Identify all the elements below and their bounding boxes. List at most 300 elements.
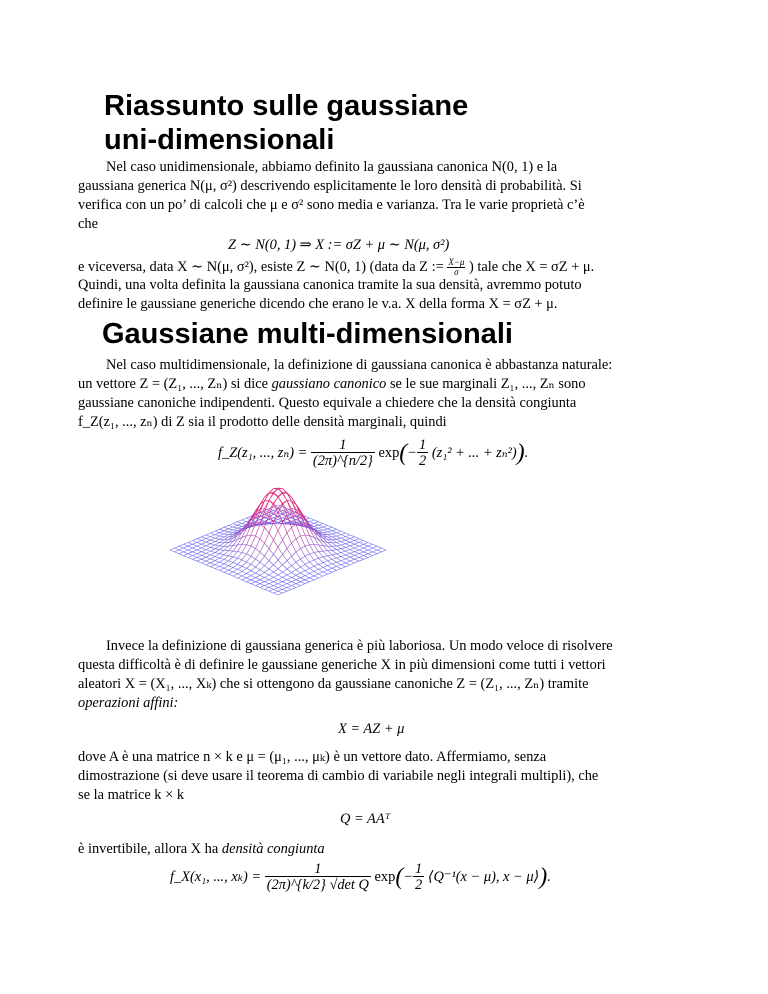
surface-grid-line bbox=[278, 582, 283, 584]
surface-grid-line bbox=[269, 580, 274, 582]
surface-grid-line bbox=[278, 580, 283, 582]
surface-grid-line bbox=[368, 556, 373, 558]
surface-grid-line bbox=[292, 543, 297, 552]
equation-covariance: Q = AAᵀ bbox=[340, 811, 391, 827]
surface-grid-line bbox=[184, 552, 189, 554]
surface-grid-line bbox=[256, 567, 261, 570]
surface-grid-line bbox=[301, 549, 306, 557]
surface-grid-line bbox=[238, 522, 243, 524]
surface-grid-line bbox=[193, 544, 198, 546]
surface-grid-line bbox=[224, 551, 229, 555]
surface-grid-line bbox=[301, 564, 306, 567]
surface-grid-line bbox=[305, 535, 310, 536]
surface-grid-line bbox=[233, 530, 238, 531]
surface-grid-line bbox=[184, 543, 189, 545]
z-frac-num: X−μ bbox=[448, 257, 465, 268]
surface-grid-line bbox=[346, 547, 351, 549]
surface-grid-line bbox=[274, 584, 279, 586]
surface-grid-line bbox=[278, 577, 283, 579]
surface-grid-line bbox=[355, 559, 360, 561]
surface-grid-line bbox=[247, 564, 252, 568]
surface-grid-line bbox=[337, 538, 342, 539]
surface-grid-line bbox=[197, 559, 202, 561]
surface-grid-line bbox=[359, 544, 364, 546]
surface-grid-line bbox=[355, 544, 360, 546]
p1-line2 bbox=[78, 375, 586, 394]
surface-grid-line bbox=[328, 568, 333, 570]
surface-grid-line bbox=[355, 548, 360, 550]
surface-grid-line bbox=[292, 586, 297, 588]
equation-affine: X = AZ + μ bbox=[338, 721, 405, 737]
surface-grid-line bbox=[247, 545, 252, 546]
surface-grid-line bbox=[332, 527, 337, 529]
surface-grid-line bbox=[332, 568, 337, 570]
surface-grid-line bbox=[215, 533, 220, 535]
surface-grid-line bbox=[323, 529, 328, 530]
surface-grid-line bbox=[242, 571, 247, 573]
surface-grid-line bbox=[211, 537, 216, 539]
surface-grid-line bbox=[314, 553, 319, 559]
surface-grid-line bbox=[265, 589, 270, 591]
surface-grid-line bbox=[364, 556, 369, 558]
surface-grid-line bbox=[260, 501, 265, 510]
surface-grid-line bbox=[242, 545, 247, 553]
surface-grid-line bbox=[256, 575, 261, 577]
surface-grid-line bbox=[337, 536, 342, 538]
surface-grid-line bbox=[283, 580, 288, 582]
surface-grid-line bbox=[193, 546, 198, 548]
surface-grid-line bbox=[233, 563, 238, 565]
surface-grid-line bbox=[188, 546, 193, 548]
surface-grid-line bbox=[229, 563, 234, 566]
surface-grid-line bbox=[328, 556, 333, 560]
surface-grid-line bbox=[202, 542, 207, 544]
surface-grid-line bbox=[238, 569, 243, 571]
surface-grid-line bbox=[269, 582, 274, 584]
surface-grid-line bbox=[265, 584, 270, 586]
surface-grid-line bbox=[346, 539, 351, 541]
surface-grid-line bbox=[229, 561, 234, 563]
surface-grid-line bbox=[368, 550, 373, 552]
surface-grid-line bbox=[202, 541, 207, 543]
surface-grid-line bbox=[332, 539, 337, 540]
surface-grid-line bbox=[350, 537, 355, 539]
surface-grid-line bbox=[346, 551, 351, 553]
surface-grid-line bbox=[287, 575, 292, 578]
surface-grid-line bbox=[310, 554, 315, 560]
surface-grid-line bbox=[229, 524, 234, 526]
surface-grid-line bbox=[332, 540, 337, 543]
surface-grid-line bbox=[332, 529, 337, 531]
surface-grid-line bbox=[202, 550, 207, 552]
surface-grid-line bbox=[310, 576, 315, 578]
surface-grid-line bbox=[278, 591, 283, 593]
surface-grid-line bbox=[247, 576, 252, 578]
surface-grid-line bbox=[238, 520, 243, 522]
surface-grid-line bbox=[260, 539, 265, 543]
surface-grid-line bbox=[296, 549, 301, 553]
surface-grid-line bbox=[202, 553, 207, 555]
surface-grid-line bbox=[233, 557, 238, 558]
surface-grid-line bbox=[278, 569, 283, 572]
surface-grid-line bbox=[314, 560, 319, 564]
surface-grid-line bbox=[274, 492, 279, 496]
surface-grid-line bbox=[197, 557, 202, 559]
surface-grid-line bbox=[215, 542, 220, 543]
surface-grid-line bbox=[355, 542, 360, 544]
surface-grid-line bbox=[220, 550, 225, 553]
surface-grid-line bbox=[260, 588, 265, 590]
surface-grid-line bbox=[332, 543, 337, 546]
surface-grid-line bbox=[373, 554, 378, 556]
surface-grid-line bbox=[238, 564, 243, 566]
surface-grid-line bbox=[269, 569, 274, 572]
surface-grid-line bbox=[278, 496, 283, 504]
surface-grid-line bbox=[269, 588, 274, 590]
surface-grid-line bbox=[206, 559, 211, 561]
surface-grid-line bbox=[215, 538, 220, 539]
surface-grid-line bbox=[283, 589, 288, 591]
surface-grid-line bbox=[382, 548, 387, 550]
surface-grid-line bbox=[220, 559, 225, 562]
surface-grid-line bbox=[260, 556, 265, 562]
surface-grid-line bbox=[202, 546, 207, 548]
surface-grid-line bbox=[319, 568, 324, 570]
surface-grid-line bbox=[256, 580, 261, 582]
surface-grid-line bbox=[224, 527, 229, 529]
surface-grid-line bbox=[251, 564, 256, 567]
surface-grid-line bbox=[229, 525, 234, 527]
surface-grid-line bbox=[260, 566, 265, 570]
surface-grid-line bbox=[179, 544, 184, 546]
surface-grid-line bbox=[337, 539, 342, 541]
surface-grid-line bbox=[256, 570, 261, 573]
surface-grid-line bbox=[287, 556, 292, 560]
surface-grid-line bbox=[278, 560, 283, 565]
surface-grid-line bbox=[323, 551, 328, 556]
surface-grid-line bbox=[310, 568, 315, 571]
surface-grid-line bbox=[206, 553, 211, 555]
p1-line2-emphasis: gaussiano canonico bbox=[271, 376, 387, 392]
surface-grid-line bbox=[265, 493, 270, 501]
surface-grid-line bbox=[179, 554, 184, 556]
surface-grid-line bbox=[292, 588, 297, 590]
surface-grid-line bbox=[274, 540, 279, 547]
surface-grid-line bbox=[301, 578, 306, 580]
surface-grid-line bbox=[301, 576, 306, 578]
surface-grid-line bbox=[296, 552, 301, 559]
surface-grid-line bbox=[323, 524, 328, 526]
surface-grid-line bbox=[193, 550, 198, 552]
surface-grid-line bbox=[269, 549, 274, 555]
surface-grid-line bbox=[301, 573, 306, 576]
surface-grid-line bbox=[220, 546, 225, 549]
surface-grid-line bbox=[355, 555, 360, 557]
surface-grid-line bbox=[341, 531, 346, 533]
surface-grid-line bbox=[193, 556, 198, 558]
surface-grid-line bbox=[346, 557, 351, 559]
surface-grid-line bbox=[206, 563, 211, 565]
surface-grid-line bbox=[265, 588, 270, 590]
surface-grid-line bbox=[247, 516, 252, 518]
surface-grid-line bbox=[251, 549, 256, 557]
surface-grid-line bbox=[202, 535, 207, 537]
surface-grid-line bbox=[341, 540, 346, 541]
surface-grid-line bbox=[256, 578, 261, 580]
surface-grid-line bbox=[305, 580, 310, 582]
surface-grid-line bbox=[215, 531, 220, 533]
surface-grid-line bbox=[341, 555, 346, 557]
surface-grid-line bbox=[368, 546, 373, 548]
surface-grid-line bbox=[337, 546, 342, 549]
surface-grid-line bbox=[296, 580, 301, 582]
surface-grid-line bbox=[332, 533, 337, 534]
surface-grid-line bbox=[346, 561, 351, 563]
surface-grid-line bbox=[247, 571, 252, 574]
surface-grid-line bbox=[256, 552, 261, 559]
surface-grid-line bbox=[247, 574, 252, 576]
surface-grid-line bbox=[328, 531, 333, 532]
surface-grid-line bbox=[256, 586, 261, 588]
surface-grid-line bbox=[260, 584, 265, 586]
surface-grid-line bbox=[193, 552, 198, 554]
surface-grid-line bbox=[238, 545, 243, 552]
eq4-body: ⟨Q⁻¹(x − μ), x − μ⟩ bbox=[427, 868, 540, 885]
surface-grid-line bbox=[260, 575, 265, 577]
surface-grid-line bbox=[251, 535, 256, 536]
surface-grid-line bbox=[260, 578, 265, 580]
intro-line4: che bbox=[78, 216, 98, 232]
surface-grid-line bbox=[292, 539, 297, 543]
surface-grid-line bbox=[274, 591, 279, 593]
surface-grid-line bbox=[224, 525, 229, 527]
surface-grid-line bbox=[256, 562, 261, 567]
surface-grid-line bbox=[206, 546, 211, 548]
surface-grid-line bbox=[337, 569, 342, 571]
surface-grid-line bbox=[305, 576, 310, 578]
surface-grid-line bbox=[278, 547, 283, 554]
surface-grid-line bbox=[332, 531, 337, 533]
p4-line1-emphasis: densità congiunta bbox=[221, 841, 325, 857]
surface-grid-line bbox=[278, 492, 283, 496]
surface-grid-line bbox=[341, 563, 346, 565]
surface-grid-line bbox=[355, 539, 360, 541]
surface-grid-line bbox=[283, 565, 288, 569]
surface-grid-line bbox=[202, 537, 207, 539]
surface-grid-line bbox=[233, 564, 238, 567]
surface-grid-line bbox=[179, 552, 184, 554]
surface-grid-line bbox=[319, 545, 324, 551]
surface-grid-line bbox=[355, 550, 360, 552]
surface-grid-line bbox=[193, 548, 198, 550]
surface-grid-line bbox=[206, 539, 211, 541]
surface-grid-line bbox=[229, 572, 234, 574]
surface-grid-line bbox=[355, 557, 360, 559]
after-line1-b: ) tale che X = σZ + μ. bbox=[469, 259, 595, 275]
surface-grid-line bbox=[323, 527, 328, 529]
surface-grid-line bbox=[260, 516, 265, 517]
surface-grid-line bbox=[224, 559, 229, 561]
p4-line1 bbox=[78, 840, 325, 859]
surface-grid-line bbox=[242, 553, 247, 555]
surface-grid-line bbox=[287, 586, 292, 588]
surface-grid-line bbox=[341, 533, 346, 535]
surface-grid-line bbox=[274, 588, 279, 590]
surface-grid-line bbox=[350, 552, 355, 554]
surface-grid-line bbox=[319, 564, 324, 567]
surface-grid-line bbox=[211, 549, 216, 551]
surface-grid-line bbox=[305, 582, 310, 584]
surface-grid-line bbox=[278, 572, 283, 575]
surface-grid-line bbox=[175, 546, 180, 548]
surface-grid-line bbox=[233, 522, 238, 524]
surface-grid-line bbox=[283, 561, 288, 565]
surface-grid-line bbox=[283, 533, 288, 540]
eq4-half-den: 2 bbox=[415, 877, 423, 893]
surface-grid-line bbox=[373, 544, 378, 546]
surface-grid-line bbox=[247, 546, 252, 554]
surface-grid-line bbox=[368, 543, 373, 545]
surface-grid-line bbox=[224, 570, 229, 572]
surface-grid-line bbox=[233, 572, 238, 574]
surface-grid-line bbox=[359, 559, 364, 561]
surface-grid-line bbox=[170, 550, 175, 552]
surface-grid-line bbox=[314, 566, 319, 569]
surface-grid-line bbox=[310, 560, 315, 562]
surface-grid-line bbox=[274, 569, 279, 572]
surface-grid-line bbox=[202, 539, 207, 541]
surface-grid-line bbox=[193, 554, 198, 556]
surface-grid-line bbox=[238, 571, 243, 574]
surface-grid-line bbox=[211, 563, 216, 565]
surface-grid-line bbox=[296, 584, 301, 586]
surface-grid-line bbox=[211, 545, 216, 547]
surface-grid-line bbox=[328, 546, 333, 550]
surface-grid-line bbox=[265, 533, 270, 543]
surface-grid-line bbox=[251, 556, 256, 559]
surface-grid-line bbox=[368, 554, 373, 556]
surface-grid-line bbox=[373, 548, 378, 550]
surface-grid-line bbox=[238, 528, 243, 529]
surface-grid-line bbox=[220, 564, 225, 567]
surface-grid-line bbox=[242, 580, 247, 582]
surface-grid-line bbox=[184, 546, 189, 548]
surface-grid-line bbox=[364, 541, 369, 543]
eq1-body: (z₁² + ... + zₙ²) bbox=[431, 444, 517, 461]
surface-grid-line bbox=[305, 562, 310, 564]
surface-grid-line bbox=[283, 540, 288, 549]
surface-grid-line bbox=[247, 580, 252, 582]
surface-grid-line bbox=[274, 547, 279, 554]
surface-grid-line bbox=[305, 571, 310, 574]
surface-grid-line bbox=[287, 582, 292, 584]
surface-grid-line bbox=[206, 561, 211, 563]
surface-grid-line bbox=[314, 526, 319, 528]
surface-grid-line bbox=[287, 588, 292, 590]
p2-line2: questa difficoltà è di definire le gaussiane generiche X in più dimensioni come tutti i vettori bbox=[78, 657, 606, 673]
surface-grid-line bbox=[220, 529, 225, 531]
surface-grid-line bbox=[256, 524, 261, 536]
surface-grid-line bbox=[184, 550, 189, 552]
surface-grid-line bbox=[328, 551, 333, 555]
surface-grid-line bbox=[256, 573, 261, 575]
p1-line4: f_Z(z₁, ..., zₙ) di Z sia il prodotto delle densità marginali, quindi bbox=[78, 414, 447, 430]
surface-grid-line bbox=[274, 531, 279, 540]
surface-grid-line bbox=[193, 542, 198, 544]
surface-grid-line bbox=[197, 537, 202, 539]
surface-grid-line bbox=[382, 550, 387, 552]
surface-grid-line bbox=[251, 546, 256, 548]
surface-grid-line bbox=[251, 580, 256, 582]
surface-grid-line bbox=[215, 565, 220, 567]
intro-line2: gaussiana generica N(μ, σ²) descrivendo esplicitamente le loro densità di probabilità. Si bbox=[78, 178, 582, 194]
surface-grid-line bbox=[292, 509, 297, 510]
surface-grid-line bbox=[283, 586, 288, 588]
surface-grid-line bbox=[364, 550, 369, 552]
surface-grid-line bbox=[332, 570, 337, 572]
surface-grid-line bbox=[242, 523, 247, 524]
eq1-exp: exp bbox=[378, 444, 400, 461]
surface-grid-line bbox=[265, 578, 270, 580]
surface-grid-line bbox=[242, 578, 247, 580]
surface-grid-line bbox=[274, 589, 279, 591]
surface-grid-line bbox=[242, 566, 247, 568]
surface-grid-line bbox=[305, 564, 310, 568]
surface-grid-line bbox=[287, 573, 292, 576]
surface-grid-line bbox=[359, 546, 364, 548]
surface-grid-line bbox=[359, 542, 364, 544]
surface-grid-line bbox=[256, 539, 261, 549]
surface-grid-line bbox=[265, 573, 270, 576]
surface-grid-line bbox=[269, 589, 274, 591]
surface-grid-line bbox=[319, 528, 324, 530]
surface-grid-line bbox=[229, 529, 234, 530]
surface-grid-line bbox=[346, 542, 351, 544]
surface-grid-line bbox=[170, 548, 175, 550]
surface-grid-line bbox=[346, 550, 351, 552]
surface-grid-line bbox=[314, 525, 319, 526]
surface-grid-line bbox=[305, 574, 310, 576]
surface-grid-line bbox=[314, 558, 319, 560]
surface-grid-line bbox=[197, 542, 202, 544]
surface-grid-line bbox=[211, 533, 216, 535]
surface-grid-line bbox=[350, 535, 355, 537]
surface-grid-line bbox=[215, 561, 220, 563]
surface-grid-line bbox=[332, 536, 337, 537]
surface-grid-line bbox=[310, 522, 315, 524]
surface-grid-line bbox=[265, 580, 270, 582]
surface-grid-line bbox=[305, 568, 310, 570]
surface-grid-line bbox=[179, 546, 184, 548]
surface-grid-line bbox=[292, 552, 297, 556]
p4-line1-a: è invertibile, allora X ha bbox=[78, 841, 219, 857]
eq1-half-den: 2 bbox=[419, 453, 427, 469]
surface-grid-line bbox=[301, 567, 306, 571]
surface-grid-line bbox=[314, 571, 319, 574]
surface-grid-line bbox=[296, 586, 301, 588]
surface-grid-line bbox=[355, 561, 360, 563]
surface-grid-line bbox=[292, 562, 297, 565]
surface-grid-line bbox=[328, 529, 333, 531]
surface-grid-line bbox=[341, 561, 346, 563]
surface-grid-line bbox=[319, 527, 324, 528]
surface-grid-line bbox=[197, 554, 202, 556]
surface-grid-line bbox=[341, 547, 346, 548]
surface-grid-line bbox=[364, 546, 369, 548]
surface-grid-line bbox=[202, 559, 207, 561]
surface-grid-line bbox=[260, 543, 265, 552]
surface-grid-line bbox=[242, 520, 247, 522]
